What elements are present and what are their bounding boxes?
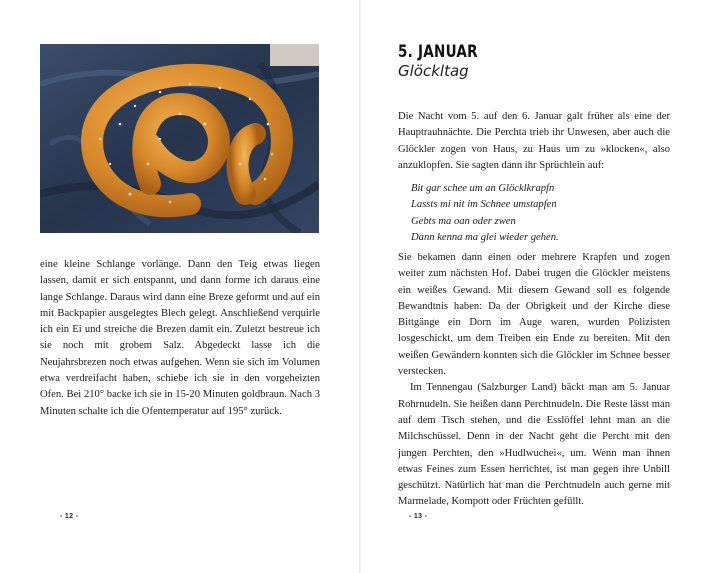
verse-line: Bit gar schee um an Glöcklkrapfn [411, 183, 555, 194]
page-number-left: - 12 - [60, 513, 79, 520]
pretzel-illustration [40, 44, 319, 233]
verse-line: Lassts mi nit im Schnee umstapfen [411, 199, 557, 211]
intro-paragraph: Die Nacht vom 5. auf den 6. Januar galt früher als eine der Hauptrauhnächte. Die Perchta trieb ihr Unwesen, aber auch die Glöckler zogen von Haus, zu Haus um zu »klocken«, also anzuklopfen. Sie sagten dann ihr Sprüchlein auf: [398, 111, 670, 171]
tradition-paragraph: Im Tennengau (Salzburger Land) bäckt man am 5. Januar Rohrnudeln. Sie heißen dann Perchtnudeln. Die Reste lässt man auf dem Tisch stehen, und die Esslöffel lehnt man an die Milchschüssel. Denn in der Nacht geht die Percht mit den jungen Perchten, den »Hudlwuchei«, um. Wenn man ihnen etwas Feines zum Essen herrichtet, ist man gegen ihre Unbill geschützt. Natürlich hat man die Perchtnudeln auch gerne mit Marmelade, Kompott oder Früchten gefüllt. [398, 382, 670, 508]
verse [411, 181, 671, 246]
pretzel-photo [40, 44, 319, 233]
story-paragraph: Sie bekamen dann einen oder mehrere Krapfen und zogen weiter zum nächsten Hof. Dabei trugen die Glöckler meistens ein weißes Gewand. Mit diesem Gewand soll es folgende Bewandtnis haben: Da der Obrigkeit und der Kirche diese Bittgänge ein Dorn im Auge waren, wurden Polizisten losgeschickt, um dem Treiben ein Ende zu bereiten. Mit den weißen Gewändern konnten sich die Glöckler im Schnee besser verstecken. [398, 252, 670, 378]
right-body [398, 250, 670, 511]
verse-line: Gebts ma oan oder zwen [411, 215, 516, 227]
page-number-right: - 13 - [409, 513, 428, 520]
verse-line: Dann kenna ma glei wieder gehen. [411, 231, 559, 243]
recipe-paragraph: eine kleine Schlange vorlänge. Dann den Teig etwas liegen lassen, damit er sich entspannt, und dann forme ich daraus eine lange Schlange. Daraus wird dann eine Breze geformt und auf ein mit Backpapier ausgelegtes Blech gelegt. Anschließend verquirle ich ein Ei und streiche die Brezen damit ein. Zuletzt bestreue ich sie noch mit grobem Salz. Abgedeckt lasse ich die Neujahrsbrezen noch etwas aufgehen. Wenn sie sich im Volumen etwa verdreifacht haben, schiebe ich sie in den vorgeheizten Ofen. Bei 210° backe ich sie in 15-20 Minuten goldbraun. Nach 3 Minuten schalte ich die Ofentemperatur auf 195° zurück. [40, 259, 320, 417]
chapter-date: 5. JANUAR [398, 42, 478, 61]
chapter-title: Glöckltag [398, 62, 469, 80]
